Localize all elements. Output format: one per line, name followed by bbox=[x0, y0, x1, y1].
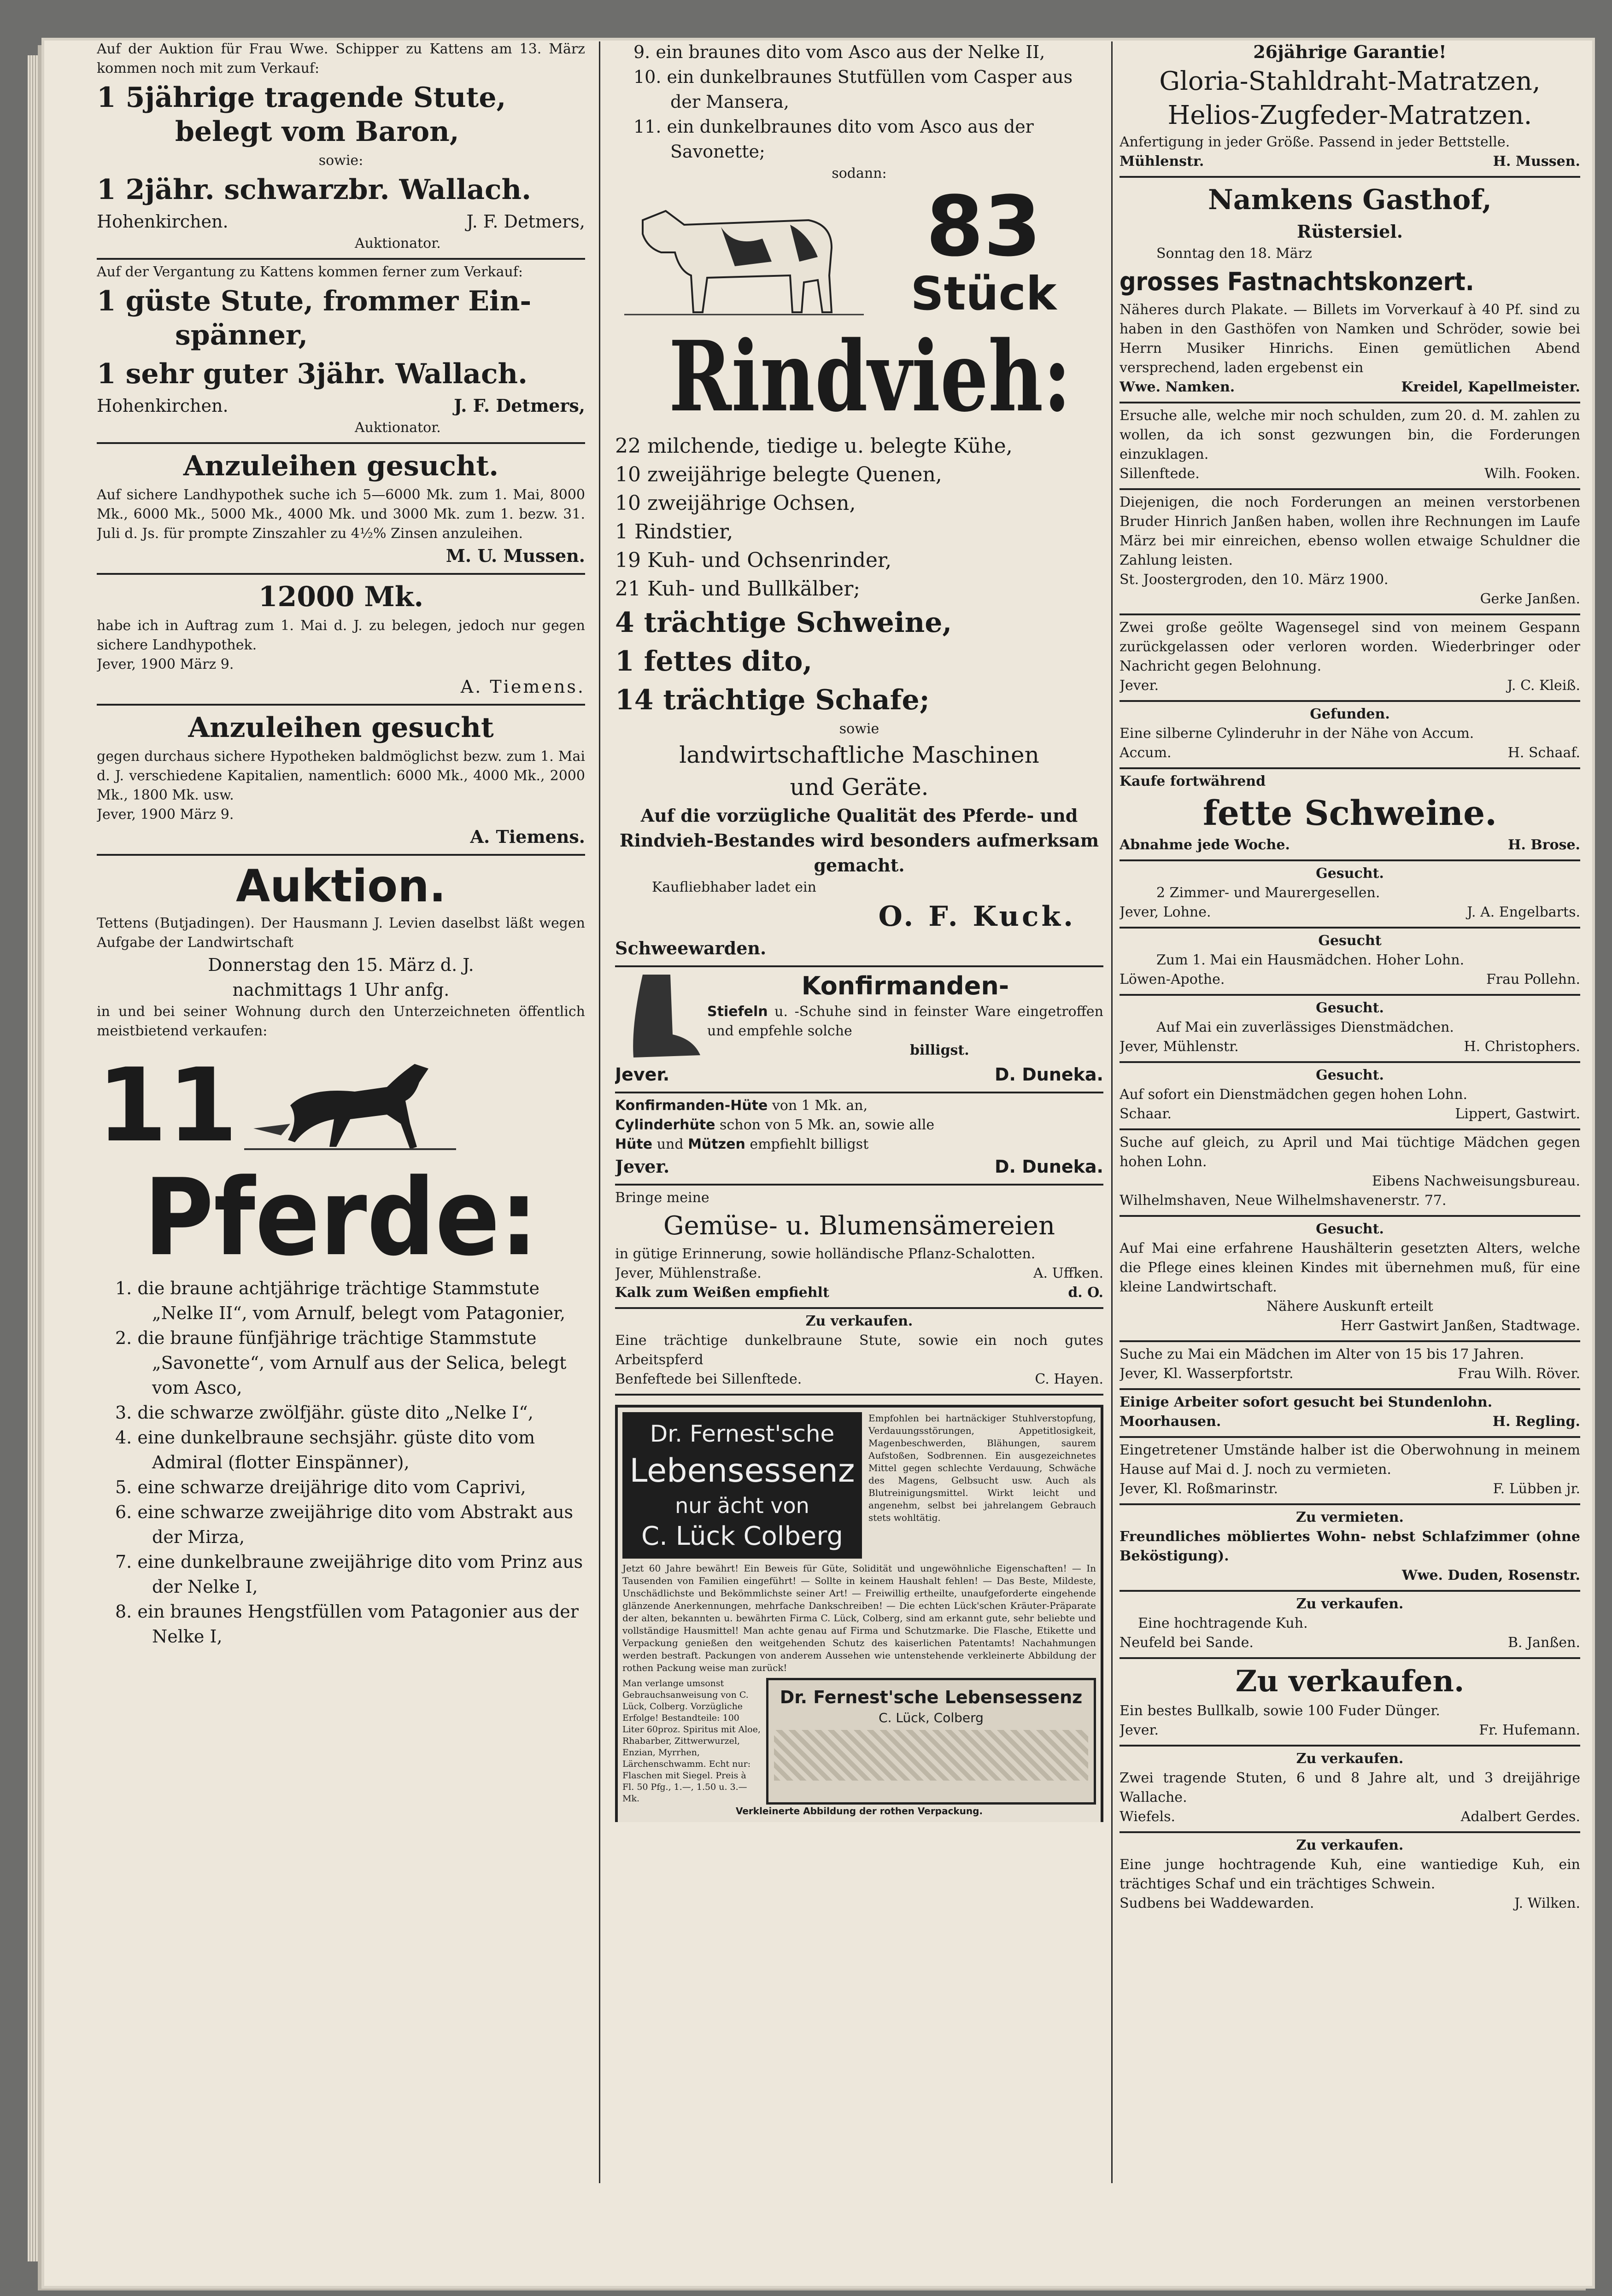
ad-text: Auf der Auktion für Frau Wwe. Schipper zu Kattens am 13. März kommen noch mit zum Verkauf: bbox=[97, 41, 585, 76]
page-stack-edge bbox=[28, 55, 44, 2261]
horse-illustration bbox=[235, 1055, 465, 1156]
ad-title: Konfirmanden- bbox=[801, 971, 1009, 1000]
ad-title: Zu verkaufen. bbox=[1296, 1837, 1404, 1853]
ad-text: und bbox=[652, 1136, 688, 1152]
horse-item: 9. ein braunes dito vom Asco aus der Nelke II, bbox=[633, 42, 1045, 62]
logo-text: C. Lück Colberg bbox=[641, 1521, 843, 1551]
ad-item: und Geräte. bbox=[790, 774, 929, 800]
ad-kleiss bbox=[1120, 615, 1580, 702]
ad-auction-kattens bbox=[97, 260, 585, 444]
ad-role: Auktionator. bbox=[355, 420, 441, 436]
ad-konfirmanden bbox=[615, 967, 1103, 1093]
ad-hufemann bbox=[1120, 1659, 1580, 1747]
ad-role: Auktionator. bbox=[355, 235, 441, 251]
ad-title: Gesucht. bbox=[1316, 1000, 1384, 1016]
logo-text: Lebensessenz bbox=[629, 1452, 855, 1490]
ad-place: Jever, Mühlenstr. bbox=[1120, 1039, 1239, 1055]
ad-item: landwirtschaftliche Maschinen bbox=[679, 742, 1039, 768]
ad-namkens-gasthof bbox=[1120, 178, 1580, 403]
ad-text: Zum 1. Mai ein Hausmädchen. Hoher Lohn. bbox=[1156, 952, 1465, 968]
ad-text: Eine junge hochtragende Kuh, eine wantiedige Kuh, ein trächtiges Schaf und ein trächtiges Schwein. bbox=[1120, 1857, 1580, 1892]
ad-highlight: Hüte bbox=[615, 1136, 653, 1152]
ad-text: Auf sichere Landhypothek suche ich 5—6000 Mk. zum 1. Mai, 8000 Mk., 6000 Mk., 5000 Mk., 4000 Mk. und 3000 Mk. zum 1. bezw. 31. Juli d. Js. für prompte Zinszahler zu 4½% Zinsen anzuleihen. bbox=[97, 487, 585, 542]
ad-place: Wiefels. bbox=[1120, 1809, 1176, 1825]
ad-text: sodann: bbox=[832, 165, 887, 181]
auction-time: nachmittags 1 Uhr anfg. bbox=[232, 980, 450, 1000]
ad-signature: Eibens Nachweisungsbureau. bbox=[1372, 1173, 1580, 1189]
ad-fooken bbox=[1120, 403, 1580, 490]
ad-place: Wilhelmshaven, Neue Wilhelmshavenerstr. 77. bbox=[1120, 1192, 1447, 1209]
ad-signature: Lippert, Gastwirt. bbox=[1455, 1106, 1580, 1122]
ad-text: Auf sofort ein Dienstmädchen gegen hohen Lohn. bbox=[1120, 1087, 1468, 1103]
ad-title: Gesucht. bbox=[1316, 1221, 1384, 1237]
ad-signature: Kreidel, Kapellmeister. bbox=[1401, 379, 1580, 395]
ad-title: Zu verkaufen. bbox=[1235, 1664, 1465, 1699]
ad-text: Kaufe fortwährend bbox=[1120, 773, 1266, 789]
ad-text: Tettens (Butjadingen). Der Hausmann J. Levien daselbst läßt wegen Aufgabe der Landwirtschaft bbox=[97, 915, 585, 951]
ad-date: Jever, 1900 März 9. bbox=[97, 656, 234, 672]
ad-auction-schipper bbox=[97, 37, 585, 260]
ad-place: Jever, Kl. Wasserpfortstr. bbox=[1120, 1366, 1294, 1382]
ad-text: Suche zu Mai ein Mädchen im Alter von 15 bis 17 Jahren. bbox=[1120, 1346, 1524, 1362]
ad-text: Eine silberne Cylinderuhr in der Nähe von Accum. bbox=[1120, 725, 1474, 742]
ad-text: 2 Zimmer- und Maurergesellen. bbox=[1156, 885, 1380, 901]
ad-janssen bbox=[1120, 490, 1580, 615]
ad-text: Diejenigen, die noch Forderungen an meinen verstorbenen Bruder Hinrich Janßen haben, wollen ihre Rechnungen im Laufe März bei mir einreichen, ebenso wollen etwaige Schuldner die Zahlung leisten. bbox=[1120, 494, 1580, 568]
ad-signature: Fr. Hufemann. bbox=[1479, 1722, 1580, 1738]
ad-place: Schaar. bbox=[1120, 1106, 1172, 1122]
ad-12000 bbox=[97, 575, 585, 706]
ad-place: Neufeld bei Sande. bbox=[1120, 1635, 1254, 1651]
ad-text: in gütige Erinnerung, sowie holländische Pflanz-Schalotten. bbox=[615, 1246, 1036, 1262]
ad-text: Einige Arbeiter sofort gesucht bei Stundenlohn. bbox=[1120, 1394, 1493, 1410]
cattle-title: Rindvieh: bbox=[668, 320, 1071, 433]
ad-duden bbox=[1120, 1505, 1580, 1592]
cattle-item: 10 zweijährige Ochsen, bbox=[615, 491, 856, 515]
horse-item: 3. die schwarze zwölfjähr. güste dito „Nelke I“, bbox=[115, 1402, 533, 1423]
ad-signature: Gerke Janßen. bbox=[1480, 591, 1580, 607]
ad-gerdes bbox=[1120, 1747, 1580, 1833]
ad-text: Auf Mai ein zuverlässiges Dienstmädchen. bbox=[1156, 1019, 1454, 1035]
boot-icon bbox=[615, 970, 707, 1062]
ad-date: Jever, 1900 März 9. bbox=[97, 806, 234, 823]
ad-title: Gemüse- u. Blumensämereien bbox=[663, 1211, 1055, 1241]
ad-signature: Wilh. Fooken. bbox=[1484, 466, 1580, 482]
ad-date: Sonntag den 18. März bbox=[1156, 245, 1312, 262]
ad-text: Ein bestes Bullkalb, sowie 100 Fuder Dünger. bbox=[1120, 1703, 1440, 1719]
ad-signature: A. Tiemens. bbox=[460, 677, 585, 697]
cattle-count: 83 bbox=[926, 179, 1042, 275]
ad-title: 26jährige Garantie! bbox=[1253, 41, 1447, 62]
ad-place: Löwen-Apothe. bbox=[1120, 971, 1225, 987]
horses-title: Pferde: bbox=[144, 1157, 538, 1279]
ad-kuh bbox=[1120, 1592, 1580, 1659]
ad-text: sowie bbox=[839, 721, 879, 737]
ad-title: 12000 Mk. bbox=[258, 581, 424, 613]
ad-regling bbox=[1120, 1390, 1580, 1438]
ad-highlight: Cylinderhüte bbox=[615, 1117, 715, 1133]
ad-signature: J. A. Engelbarts. bbox=[1467, 904, 1580, 920]
ad-title: fette Schweine. bbox=[1203, 794, 1497, 833]
ad-text: Bringe meine bbox=[615, 1190, 709, 1206]
ad-wilken bbox=[1120, 1833, 1580, 1918]
ad-item: 1 sehr guter 3jähr. Wallach. bbox=[97, 358, 528, 390]
ad-place: Mühlenstr. bbox=[1120, 153, 1204, 169]
ad-caption: Verkleinerte Abbildung der rothen Verpackung. bbox=[735, 1805, 983, 1817]
ad-signature: Herr Gastwirt Janßen, Stadtwage. bbox=[1341, 1318, 1580, 1334]
ad-signature: H. Christophers. bbox=[1464, 1039, 1580, 1055]
ad-highlight: Konfirmanden-Hüte bbox=[615, 1098, 768, 1114]
ad-place: Hohenkirchen. bbox=[97, 396, 229, 416]
ad-title: Zu verkaufen. bbox=[1296, 1596, 1404, 1612]
ad-item: spänner, bbox=[175, 319, 308, 351]
ad-signature: Frau Pollehn. bbox=[1486, 971, 1580, 987]
ad-place: St. Joostergroden, den 10. März 1900. bbox=[1120, 572, 1389, 588]
column-rule bbox=[599, 41, 600, 2183]
ad-signature: Frau Wilh. Röver. bbox=[1458, 1366, 1580, 1382]
cattle-item: 10 zweijährige belegte Quenen, bbox=[615, 463, 942, 486]
ad-matratzen bbox=[1120, 37, 1580, 178]
horse-item: 6. eine schwarze zweijährige dito vom Abstrakt aus der Mirza, bbox=[115, 1502, 574, 1547]
ad-place: Moorhausen. bbox=[1120, 1414, 1221, 1430]
ad-text: Zwei tragende Stuten, 6 und 8 Jahre alt, und 3 dreijährige Wallache. bbox=[1120, 1770, 1580, 1805]
ad-text: Näheres durch Plakate. — Billets im Vorverkauf à 40 Pf. sind zu haben in den Gasthöfen von Namken und Schröder, sowie bei Herrn Musiker Hinrichs. Einen gemütlichen Abend versprechend, laden ergebenst ein bbox=[1120, 302, 1580, 376]
ad-cattle-auction bbox=[615, 37, 1103, 967]
ad-place: Jever. bbox=[615, 1156, 670, 1177]
ad-text: Abnahme jede Woche. bbox=[1120, 837, 1290, 853]
ad-signature: J. C. Kleiß. bbox=[1507, 678, 1580, 694]
ad-signature: H. Brose. bbox=[1508, 837, 1580, 853]
ad-item: 1 güste Stute, frommer Ein- bbox=[97, 285, 532, 317]
horse-item: 10. ein dunkelbraunes Stutfüllen vom Casper aus der Mansera, bbox=[633, 67, 1073, 112]
ad-place: Jever, Kl. Roßmarinstr. bbox=[1120, 1481, 1278, 1497]
ad-text: Anfertigung in jeder Größe. Passend in jeder Bettstelle. bbox=[1120, 134, 1510, 150]
auction-date: Donnerstag den 15. März d. J. bbox=[208, 955, 474, 975]
logo-text: nur ächt von bbox=[675, 1493, 809, 1518]
ad-signature: M. U. Mussen. bbox=[445, 545, 585, 566]
ad-text: Jetzt 60 Jahre bewährt! Ein Beweis für Güte, Solidität und ungewöhnliche Eigenschaften! — In Tausenden von Familien eingeführt! — Sollte in keinem Haushalt fehlen! — Das Beste, Mildeste, Unschädlichste und Bekömmlichste seiner Art! — Freiwillig ertheilte, unaufgeforderte eingehende glänzende Anerkennungen, mehrfache Dankschreiben! — Die echten Lück'schen Kräuter-Präparate der alten, bekannten u. bewährten Firma C. Lück, Colberg, sind am erkannt gute, sehr beliebte und vollständige Hausmittel! Man achte genau auf Firma und Schutzmarke. Die Flasche, Etikette und Verpackung genießen den weitgehenden Schutz des kaiserlichen Patentamts! Nachahmungen werden bestraft. Packungen von anderem Aussehen wie untenstehende verkleinerte Abbildung der rothen Packung weise man zurück! bbox=[622, 1563, 1096, 1673]
ad-text: Ersuche alle, welche mir noch schulden, zum 20. d. M. zahlen zu wollen, da ich sonst gezwungen bin, die Forderungen einzuklagen. bbox=[1120, 408, 1580, 462]
cattle-item: 21 Kuh- und Bullkälber; bbox=[615, 577, 861, 601]
ad-gesucht-2 bbox=[1120, 929, 1580, 996]
event-title: grosses Fastnachtskonzert. bbox=[1120, 267, 1474, 296]
ad-signature: D. Duneka. bbox=[995, 1157, 1103, 1177]
package-text: Dr. Fernest'sche Lebensessenz bbox=[780, 1687, 1083, 1707]
ad-text: habe ich in Auftrag zum 1. Mai d. J. zu belegen, jedoch nur gegen sichere Landhypothek. bbox=[97, 618, 585, 653]
ad-text: u. -Schuhe sind in feinster Ware eingetroffen und empfehle solche bbox=[707, 1004, 1103, 1039]
ad-title: Anzuleihen gesucht bbox=[188, 712, 494, 744]
ad-title: Namkens Gasthof, bbox=[1208, 184, 1492, 216]
ad-eibens bbox=[1120, 1130, 1580, 1217]
ad-place: Jever, Mühlenstraße. bbox=[615, 1265, 762, 1281]
ad-title: Helios-Zugfeder-Matratzen. bbox=[1167, 100, 1532, 130]
ad-signature: Adalbert Gerdes. bbox=[1460, 1809, 1580, 1825]
ad-text: Empfohlen bei hartnäckiger Stuhlverstopfung, Verdauungsstörungen, Appetitlosigkeit, Magenbeschwerden, Blähungen, saurem Aufstoßen, Sodbrennen. Ein ausgezeichnetes Mittel gegen schlechte Verdauung, Schwäche des Magens, Gelbsucht usw. Auch als Blutreinigungsmittel. Wirkt leicht und angenehm, selbst bei jahrelangem Gebrauch stets wohltätig. bbox=[868, 1413, 1096, 1523]
horse-item: 1. die braune achtjährige trächtige Stammstute „Nelke II“, vom Arnulf, belegt vom Patagonier, bbox=[115, 1278, 566, 1323]
ad-signature: H. Schaaf. bbox=[1507, 745, 1580, 761]
horse-item: 7. eine dunkelbraune zweijährige dito vom Prinz aus der Nelke I, bbox=[115, 1552, 583, 1597]
ad-place: Hohenkirchen. bbox=[97, 211, 229, 232]
ad-title: Gesucht bbox=[1318, 933, 1382, 949]
ad-item: 1 5jährige tragende Stute, bbox=[97, 82, 506, 114]
ad-text: Eine trächtige dunkelbraune Stute, sowie ein noch gutes Arbeitspferd bbox=[615, 1332, 1103, 1368]
cattle-unit: Stück bbox=[910, 267, 1057, 321]
ad-text: schon von 5 Mk. an, sowie alle bbox=[715, 1117, 935, 1133]
ad-title: Zu verkaufen. bbox=[1296, 1751, 1404, 1767]
ad-text: Kaufliebhaber ladet ein bbox=[652, 879, 816, 895]
ad-place: Jever. bbox=[615, 1064, 670, 1085]
ad-signature: J. F. Detmers, bbox=[454, 395, 585, 416]
cattle-item: 1 Rindstier, bbox=[615, 520, 733, 543]
ad-signature: A. Uffken. bbox=[1033, 1265, 1103, 1281]
ad-text: Freundliches möbliertes Wohn- nebst Schlafzimmer (ohne Beköstigung). bbox=[1120, 1529, 1580, 1564]
ad-text: Man verlange umsonst Gebrauchsanweisung von C. Lück, Colberg. Vorzügliche Erfolge! Bestandteile: 100 Liter 60proz. Spiritus mit Aloe, Rhabarber, Zittwerwurzel, Enzian, Myrrhen, Lärchenschwamm. Echt nur: Flaschen mit Siegel. Preis à Fl. 50 Pfg., 1.—, 1.50 u. 3.— Mk. bbox=[622, 1678, 761, 1804]
ad-brose bbox=[1120, 769, 1580, 861]
ad-signature: O. F. Kuck. bbox=[878, 900, 1076, 933]
fernest-logo bbox=[622, 1412, 862, 1559]
ad-title: Zu verkaufen. bbox=[805, 1313, 913, 1329]
ad-text: Auf die vorzügliche Qualität des Pferde- und Rindvieh-Bestandes wird besonders aufmerksam gemacht. bbox=[619, 805, 1099, 876]
ad-item: belegt vom Baron, bbox=[175, 116, 459, 148]
ad-text: von 1 Mk. an, bbox=[768, 1098, 868, 1114]
ad-signature: H. Mussen. bbox=[1493, 153, 1580, 169]
ad-place: Accum. bbox=[1120, 745, 1172, 761]
ad-signature: d. O. bbox=[1068, 1285, 1103, 1301]
ad-gesucht-3 bbox=[1120, 996, 1580, 1063]
column-1 bbox=[97, 37, 585, 2202]
ad-gesucht-5 bbox=[1120, 1217, 1580, 1342]
ad-stute bbox=[615, 1309, 1103, 1396]
ad-place: Jever, Lohne. bbox=[1120, 904, 1211, 920]
ad-roever bbox=[1120, 1342, 1580, 1390]
ad-loan-tiemens bbox=[97, 706, 585, 856]
ad-text: billigst. bbox=[910, 1042, 969, 1058]
ad-place: Sillenftede. bbox=[1120, 466, 1200, 482]
ad-loan-mussen bbox=[97, 444, 585, 575]
ad-title: Gloria-Stahldraht-Matratzen, bbox=[1159, 66, 1541, 96]
ad-text: Auf der Vergantung zu Kattens kommen ferner zum Verkauf: bbox=[97, 264, 523, 280]
ad-text: Kalk zum Weißen empfiehlt bbox=[615, 1285, 829, 1301]
column-rule bbox=[1111, 41, 1113, 2183]
horse-item: 11. ein dunkelbraunes dito vom Asco aus der Savonette; bbox=[633, 117, 1034, 162]
ad-gefunden bbox=[1120, 702, 1580, 769]
logo-text: Dr. Fernest'sche bbox=[650, 1420, 835, 1447]
ad-title: Zu vermieten. bbox=[1296, 1509, 1404, 1525]
ad-text: Zwei große geölte Wagensegel sind von meinem Gespann zurückgelassen oder verloren worden. Wiederbringer oder Nachricht gegen Belohnung. bbox=[1120, 619, 1580, 674]
ad-signature: F. Lübben jr. bbox=[1493, 1481, 1580, 1497]
ad-place: Jever. bbox=[1120, 678, 1159, 694]
ad-place: Sudbens bei Waddewarden. bbox=[1120, 1895, 1314, 1911]
ad-signature: C. Hayen. bbox=[1035, 1371, 1103, 1387]
ad-title: Rüstersiel. bbox=[1296, 221, 1403, 242]
ad-title: Gesucht. bbox=[1316, 1067, 1384, 1083]
ad-signature: A. Tiemens. bbox=[470, 826, 585, 847]
cattle-item: 22 milchende, tiedige u. belegte Kühe, bbox=[615, 434, 1013, 458]
ad-item: 1 2jähr. schwarzbr. Wallach. bbox=[97, 174, 532, 206]
ad-text: Eine hochtragende Kuh. bbox=[1138, 1615, 1308, 1631]
ad-gesucht-1 bbox=[1120, 861, 1580, 929]
package-text: C. Lück, Colberg bbox=[879, 1710, 984, 1725]
livestock-item: 1 fettes dito, bbox=[615, 645, 813, 678]
ad-highlight: Stiefeln bbox=[707, 1004, 768, 1020]
ad-text: sowie: bbox=[318, 152, 363, 169]
ad-signature: Wwe. Duden, Rosenstr. bbox=[1401, 1567, 1580, 1583]
horse-item: 2. die braune fünfjährige trächtige Stammstute „Savonette“, vom Arnulf aus der Selica, belegt vom Asco, bbox=[115, 1328, 567, 1398]
ad-gesucht-4 bbox=[1120, 1063, 1580, 1130]
ad-signature: J. F. Detmers, bbox=[466, 211, 585, 232]
ad-signature: H. Regling. bbox=[1492, 1414, 1580, 1430]
ad-text: empfiehlt billigst bbox=[745, 1136, 869, 1152]
ad-signature: J. Wilken. bbox=[1514, 1895, 1580, 1911]
horse-item: 5. eine schwarze dreijährige dito vom Caprivi, bbox=[115, 1477, 526, 1497]
ad-title: Auktion. bbox=[235, 860, 446, 912]
column-3 bbox=[1120, 37, 1580, 2202]
livestock-item: 14 trächtige Schafe; bbox=[615, 684, 930, 716]
ad-huete bbox=[615, 1093, 1103, 1186]
ad-signature: Wwe. Namken. bbox=[1120, 379, 1235, 395]
ad-signature: B. Janßen. bbox=[1507, 1635, 1580, 1651]
ad-place: Jever. bbox=[1120, 1722, 1159, 1738]
ad-place: Benfeftede bei Sillenftede. bbox=[615, 1371, 802, 1387]
ad-highlight: Mützen bbox=[688, 1136, 745, 1152]
horse-item: 8. ein braunes Hengstfüllen vom Patagonier aus der Nelke I, bbox=[115, 1601, 579, 1647]
ad-luebben bbox=[1120, 1438, 1580, 1505]
ad-text: in und bei seiner Wohnung durch den Unterzeichneten öffentlich meistbietend verkaufen: bbox=[97, 1004, 585, 1039]
ad-saemereien bbox=[615, 1186, 1103, 1309]
ad-text: Suche auf gleich, zu April und Mai tüchtige Mädchen gegen hohen Lohn. bbox=[1120, 1134, 1580, 1170]
ad-fernest bbox=[615, 1405, 1103, 1822]
column-2 bbox=[615, 37, 1103, 2202]
ad-text: Nähere Auskunft erteilt bbox=[1266, 1298, 1433, 1315]
livestock-item: 4 trächtige Schweine, bbox=[615, 607, 952, 639]
horse-count: 11 bbox=[97, 1046, 238, 1164]
cow-illustration bbox=[615, 183, 873, 321]
ad-signature: D. Duneka. bbox=[995, 1064, 1103, 1085]
horse-item: 4. eine dunkelbraune sechsjähr. güste dito vom Admiral (flotter Einspänner), bbox=[115, 1427, 535, 1472]
ad-text: Auf Mai eine erfahrene Haushälterin gesetzten Alters, welche die Pflege eines kleinen Kindes mit übernehmen muß, für eine kleine Landwirtschaft. bbox=[1120, 1240, 1580, 1295]
ad-title: Gefunden. bbox=[1310, 706, 1390, 722]
fernest-package bbox=[766, 1678, 1096, 1805]
ad-place: Schweewarden. bbox=[615, 938, 767, 958]
ad-horse-auction bbox=[97, 856, 585, 1653]
package-pattern bbox=[774, 1730, 1088, 1781]
ad-title: Anzuleihen gesucht. bbox=[183, 450, 499, 482]
ad-text: gegen durchaus sichere Hypotheken baldmöglichst bezw. zum 1. Mai d. J. verschiedene Kapitalien, namentlich: 6000 Mk., 4000 Mk., 2000 Mk., 1800 Mk. usw. bbox=[97, 748, 585, 803]
ad-text: Eingetretener Umstände halber ist die Oberwohnung in meinem Hause auf Mai d. J. noch zu vermieten. bbox=[1120, 1442, 1580, 1478]
cattle-item: 19 Kuh- und Ochsenrinder, bbox=[615, 549, 892, 572]
ad-title: Gesucht. bbox=[1316, 865, 1384, 882]
